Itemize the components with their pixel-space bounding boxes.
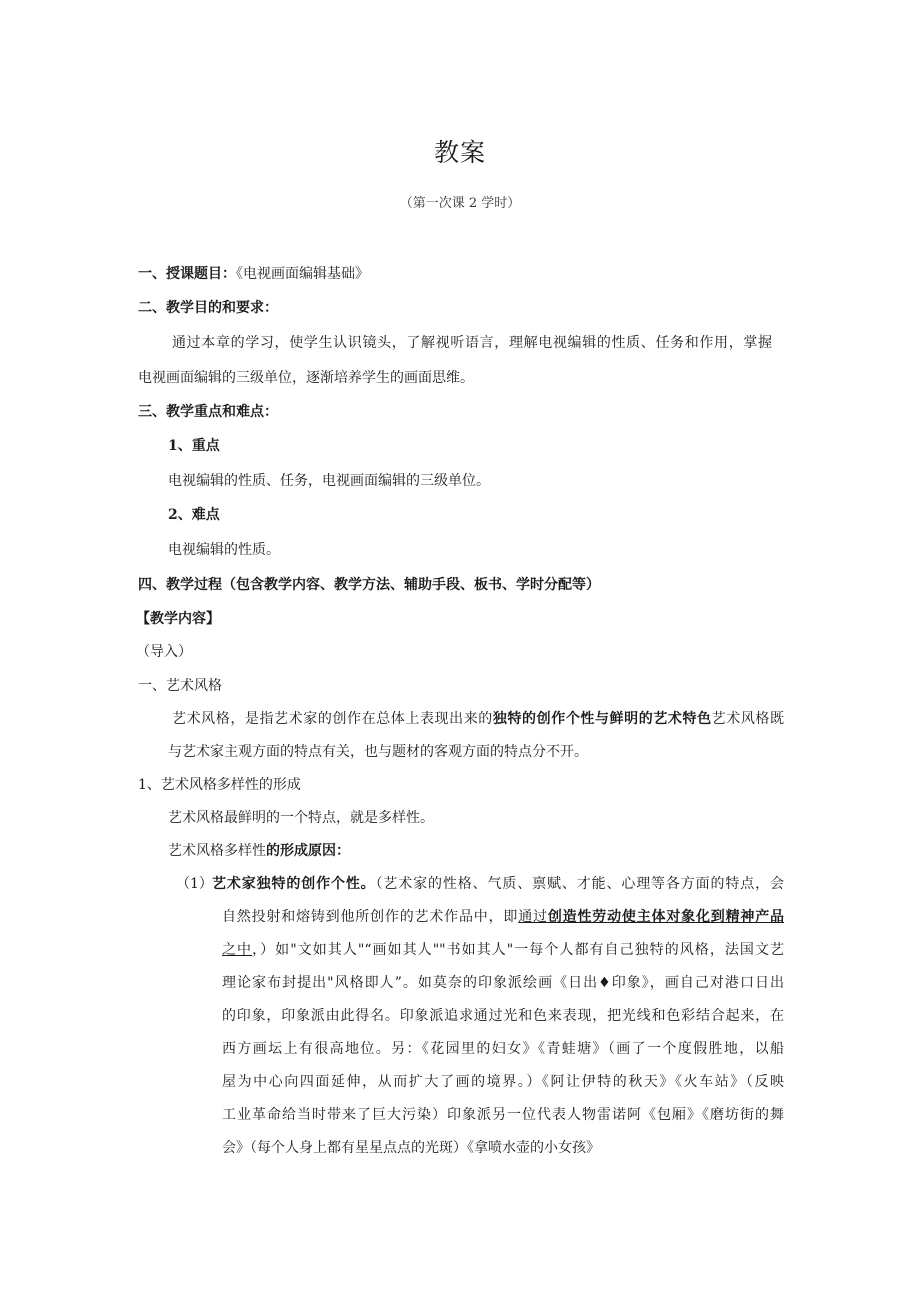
intro-label: （导入） xyxy=(136,644,192,660)
section-4-heading: 四、教学过程（包含教学内容、教学方法、辅助手段、板书、学时分配等） xyxy=(138,577,600,593)
section-1-line xyxy=(138,264,369,284)
list-item-line-3 xyxy=(222,940,784,960)
page-subtitle: （第一次课 2 学时） xyxy=(399,196,521,211)
list-item-line-5: 的印象，印象派由此得名。印象派追求通过光和色来表现，把光线和色彩结合起来，在 xyxy=(222,1008,784,1024)
section-2-heading: 二、教学目的和要求： xyxy=(138,300,278,316)
list-item-line-2 xyxy=(222,907,784,927)
list-item-line-7: 屋为中心向四面延伸，从而扩大了画的境界。）《阿让伊特的秋天》《火车站》（反映 xyxy=(222,1074,784,1090)
key-point-text: 电视编辑的性质、任务，电视画面编辑的三级单位。 xyxy=(168,473,490,489)
diversity-text: 艺术风格最鲜明的一个特点，就是多样性。 xyxy=(168,810,434,826)
list-item-title: 艺术家独特的创作个性。 xyxy=(212,876,376,892)
list-item-line-1 xyxy=(212,874,784,894)
section-1-label: 一、授课题目： xyxy=(138,266,236,282)
diversity-causes-label: 艺术风格多样性 xyxy=(168,843,266,859)
list-item-line-8: 工业革命给当时带来了巨大污染）印象派另一位代表人物雷诺阿《包厢》《磨坊街的舞 xyxy=(222,1107,784,1123)
diversity-causes-line xyxy=(168,841,350,861)
difficulty-label: 2、难点 xyxy=(168,507,220,523)
underlined-emphasis: 创造性劳动使主体对象化到精神产品 xyxy=(547,909,785,925)
teaching-content-heading: 【教学内容】 xyxy=(136,611,220,627)
list-item-line-4: 理论家布封提出"风格即人”。如莫奈的印象派绘画《日出♦印象》，画自己对港口日出 xyxy=(222,975,784,991)
art-style-definition-tail: 艺术风格既 xyxy=(711,711,785,727)
diversity-causes-emphasis: 的形成原因： xyxy=(266,843,350,859)
page-title: 教案 xyxy=(433,138,486,167)
section-2-text-line-2: 电视画面编辑的三级单位，逐渐培养学生的画面思维。 xyxy=(138,370,474,386)
section-3-heading: 三、教学重点和难点： xyxy=(138,404,278,420)
list-item-text: 自然投射和熔铸到他所创作的艺术作品中，即 xyxy=(222,909,519,925)
art-style-heading: 一、艺术风格 xyxy=(138,678,222,694)
list-item-text: ，）如"文如其人"“画如其人""书如其人"一每个人都有自己独特的风格，法国文艺 xyxy=(252,942,785,958)
diversity-heading: 1、艺术风格多样性的形成 xyxy=(138,777,301,793)
difficulty-text: 电视编辑的性质。 xyxy=(168,542,280,558)
underlined-text: 通过 xyxy=(518,909,548,925)
underlined-text: 之中 xyxy=(222,942,253,958)
list-item-line-9: 会》（每个人身上都有星星点点的光斑）《拿喷水壶的小女孩》 xyxy=(222,1140,600,1156)
art-style-paragraph-line-2: 与艺术家主观方面的特点有关，也与题材的客观方面的特点分不开。 xyxy=(168,744,588,760)
art-style-definition: 艺术风格，是指艺术家的创作在总体上表现出来的 xyxy=(172,711,493,727)
art-style-emphasis: 独特的创作个性与鲜明的艺术特色 xyxy=(492,711,712,727)
section-2-text-line-1: 通过本章的学习，使学生认识镜头，了解视听语言，理解电视编辑的性质、任务和作用，掌握 xyxy=(172,335,772,351)
list-item-text: （艺术家的性格、气质、禀赋、才能、心理等各方面的特点，会 xyxy=(375,876,785,892)
art-style-paragraph-line-1 xyxy=(172,709,784,729)
list-item-number: （1） xyxy=(176,876,213,892)
list-item-line-6: 西方画坛上有很高地位。另：《花园里的妇女》《青蛙塘》（画了一个度假胜地，以船 xyxy=(222,1041,784,1057)
key-point-label: 1、重点 xyxy=(168,438,220,454)
course-title: 《电视画面编辑基础》 xyxy=(236,266,369,282)
